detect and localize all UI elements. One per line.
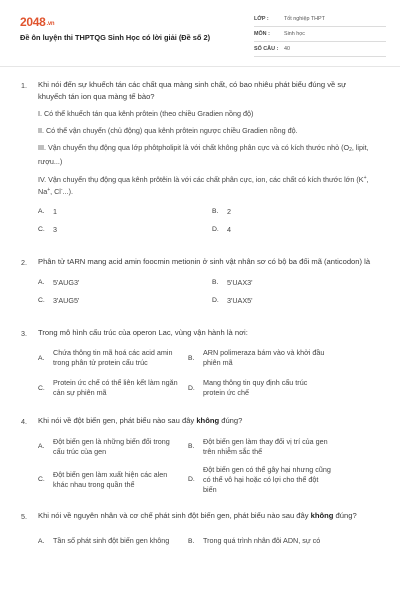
question-number: 2. [21,258,27,267]
option-text: Đột biến gen là những biến đổi trong cấu trúc của gen [53,436,170,456]
option-label: B. [212,208,219,215]
option-c[interactable] [38,376,188,400]
option-d[interactable] [188,465,338,495]
option-label: C. [38,296,45,304]
option-text: ARN polimeraza bám vào và khởi đầu phiên mã [203,348,325,367]
option-a[interactable] [38,205,212,223]
emphasis-not: không [196,416,220,425]
question-2 [0,255,400,312]
option-a[interactable] [38,529,188,553]
answer-options [38,205,338,241]
option-b[interactable] [212,276,338,294]
question-number: 5. [21,511,27,521]
question-3 [0,326,400,401]
option-label: C. [38,476,45,483]
option-label: C. [38,226,45,233]
option-d[interactable] [188,376,338,400]
option-d[interactable] [212,294,338,312]
option-c[interactable] [38,465,188,495]
option-text: 3'UAX5' [227,295,253,305]
option-label: D. [188,476,195,483]
option-label: A. [38,443,45,450]
option-c[interactable] [38,223,212,241]
question-1 [0,78,400,241]
meta-key: LỚP : [254,16,269,22]
option-label: D. [212,296,219,304]
question-text: Phân tử tARN mang acid amin foocmin metionin ở sinh vật nhân sơ có bộ ba đối mã (anticodon) là [38,257,371,266]
option-a[interactable] [38,346,188,370]
meta-row-subject [254,28,386,42]
option-text: 5'UAX3' [227,277,253,287]
option-d[interactable] [212,223,338,241]
option-a[interactable] [38,276,212,294]
statement-2: II. Có thể vận chuyển (chủ động) qua kênh prôtein ngược chiều Gradien nồng độ. [38,126,298,135]
option-text: Đột biến gen làm thay đổi vị trí của gen trên nhiễm sắc thể [203,436,328,456]
option-text: 2 [227,207,231,216]
question-5 [0,509,400,554]
header-divider [0,66,400,67]
option-text: 1 [53,207,57,216]
option-text: Đột biến gen có thể gây hại nhưng cũng có thể vô hại hoặc có lợi cho thể đột biến [203,464,331,494]
option-text: Protein ức chế có thể liên kết làm ngăn cản sự phiên mã [53,378,178,397]
meta-value: Sinh học [284,31,305,37]
option-b[interactable] [188,529,338,553]
question-number: 4. [21,417,27,426]
option-label: A. [38,537,45,545]
question-text: Khi nói về nguyên nhân và cơ chế phát sinh đột biến gen, phát biểu nào sau đây không đúng? [38,510,357,520]
question-text: Trong mô hình cấu trúc của operon Lac, vùng vận hành là nơi: [38,327,248,337]
question-text: Khi nói đến sự khuếch tán các chất qua màng sinh chất, có bao nhiêu phát biểu đúng về sự khuyếch tán ion qua màng tế bào? [38,80,347,101]
option-c[interactable] [38,294,212,312]
option-text: Chứa thông tin mã hoá các acid amin trong phân tử protein cấu trúc [53,348,173,367]
option-label: C. [38,384,45,392]
document-meta [254,13,386,58]
page-header [0,0,400,64]
answer-options [38,346,338,400]
option-label: A. [38,208,45,215]
document-title: Đề ôn luyện thi THPTQG Sinh Học có lời giải (Đề số 2) [20,33,211,42]
question-number: 1. [21,81,27,90]
option-text: 4 [227,225,231,234]
meta-value: 40 [284,46,290,52]
option-text: Đột biến gen làm xuất hiện các alen khác nhau trong quần thể [53,469,168,489]
answer-options [38,276,338,312]
question-text: Khi nói về đột biến gen, phát biểu nào sau đây không đúng? [38,416,243,425]
meta-row-count [254,43,386,57]
option-label: D. [212,226,219,233]
option-text: 3 [53,225,57,234]
option-b[interactable] [188,435,338,459]
statement-4: IV. Vận chuyển thụ động qua kênh prôtêin là với các chất phân cực, ion, các chất có kích thước lớn (K+, Na+, Cl-...). [38,175,369,196]
option-text: Mang thông tin quy định cấu trúc protein ức chế [203,378,308,397]
option-text: 3'AUG5' [53,295,80,305]
option-text: Trong quá trình nhân đôi ADN, sự có [203,536,321,545]
option-label: B. [188,354,195,362]
logo-suffix: .vn [46,21,55,27]
meta-key: SỐ CÂU : [254,46,279,52]
option-a[interactable] [38,435,188,459]
question-number: 3. [21,328,27,338]
option-label: A. [38,354,45,362]
statement-1: I. Có thể khuếch tán qua kênh prôtein (theo chiều Gradien nồng độ) [38,109,254,118]
site-logo[interactable]: 2048.vn [20,15,55,29]
option-label: B. [188,443,195,450]
option-label: D. [188,384,195,392]
answer-options [38,529,338,553]
meta-value: Tốt nghiệp THPT [284,16,325,22]
option-b[interactable] [188,346,338,370]
meta-row-class [254,13,386,27]
option-text: 5'AUG3' [53,277,80,287]
statement-3: III. Vận chuyển thụ động qua lớp phôtpholipit là với chất không phân cực và có kích thước nhỏ ($O_2$, lipit, rượu...) [38,143,369,166]
option-text: Tần số phát sinh đột biến gen không [53,536,170,545]
answer-options [38,435,338,495]
question-list [0,78,400,567]
option-label: B. [188,537,195,545]
option-b[interactable] [212,205,338,223]
emphasis-not: không [310,510,334,520]
meta-key: MÔN : [254,31,270,37]
question-4 [0,414,400,495]
option-label: B. [212,278,219,286]
option-label: A. [38,278,45,286]
